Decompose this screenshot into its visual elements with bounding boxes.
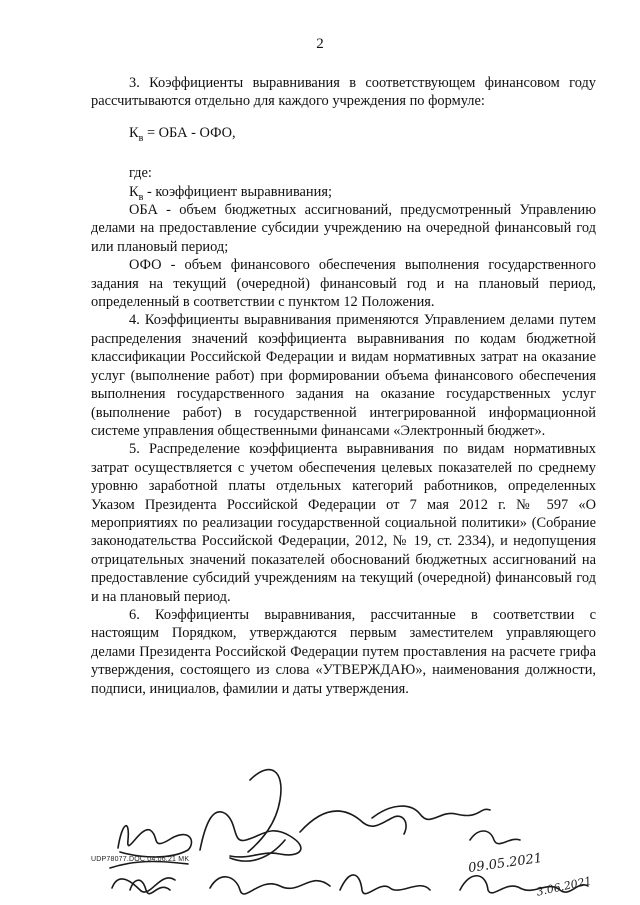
signature-8 <box>470 831 520 844</box>
formula-k: К <box>129 124 139 141</box>
page-number: 2 <box>316 36 324 52</box>
signature-3 <box>300 811 406 834</box>
paragraph-3: 3. Коэффициенты выравнивания в соответствующем финансовом году рассчитываются отдельно для каждого учреждения по формуле: <box>91 75 596 110</box>
handwritten-signatures <box>0 740 640 905</box>
k-def-sub: в <box>138 191 144 203</box>
document-body <box>91 74 596 698</box>
formula <box>129 124 596 142</box>
paragraph-5: 5. Распределение коэффициента выравнивания по видам нормативных затрат осуществляется с учетом обеспечения целевых показателей по среднему уровню заработной платы отдельных категорий работников, определенных Указом Президента Российской Федерации от 7 мая 2012 г. № 597 «О мероприятиях по реализации государственной социальной политики» (Собрание законодательства Российской Федерации, 2012, № 19, ст. 2334), и недопущения отрицательных значений показателей обоснований бюджетных ассигнований на предоставление субсидий учреждениям на текущий (очередной) финансовый год и на плановый период. <box>91 441 596 605</box>
signature-1 <box>118 826 191 857</box>
signature-6 <box>340 875 430 894</box>
formula-sub: в <box>138 132 144 144</box>
document-code: UDP78077.DOC 04.06.21 MK <box>91 856 190 863</box>
where-label: где: <box>129 165 152 182</box>
signature-5 <box>210 877 330 894</box>
handwritten-date-1: 09.05.2021 <box>467 850 544 877</box>
oba-definition: ОБА - объем бюджетных ассигнований, предусмотренный Управлению делами на предоставление субсидии учреждению на очередной финансовый год или плановый период; <box>91 202 596 255</box>
signature-2b <box>230 770 285 862</box>
formula-rest: = ОБА - ОФО, <box>143 124 236 141</box>
k-definition <box>91 183 596 201</box>
signature-1b <box>110 862 188 893</box>
paragraph-4: 4. Коэффициенты выравнивания применяются Управлением делами путем распределения значений коэффициента выравнивания по кодам бюджетной классификации Российской Федерации и видам нормативных затрат на оказание услуг (выполнение работ) при формировании объема финансового обеспечения выполнения государственного задания на оказание государственных услуг (выполнение работ) в государственной интегрированной информационной системе управления общественными финансами «Электронный бюджет». <box>91 312 596 439</box>
ofo-definition: ОФО - объем финансового обеспечения выполнения государственного задания на текущий (очередной) финансовый год и на плановый период, определенный в соответствии с пунктом 12 Положения. <box>91 257 596 311</box>
k-def-rest: - коэффициент выравнивания; <box>143 183 332 200</box>
k-def-k: К <box>129 183 139 200</box>
handwritten-date-2: 3.06.2021 <box>535 874 593 899</box>
signature-4 <box>372 806 490 819</box>
paragraph-6: 6. Коэффициенты выравнивания, рассчитанные в соответствии с настоящим Порядком, утверждаются первым заместителем управляющего делами Президента Российской Федерации путем проставления на расчете грифа утверждения, состоящего из слова «УТВЕРЖДАЮ», наименования должности, подписи, инициалов, фамилии и даты утверждения. <box>91 606 596 697</box>
signatures-area <box>0 740 640 905</box>
